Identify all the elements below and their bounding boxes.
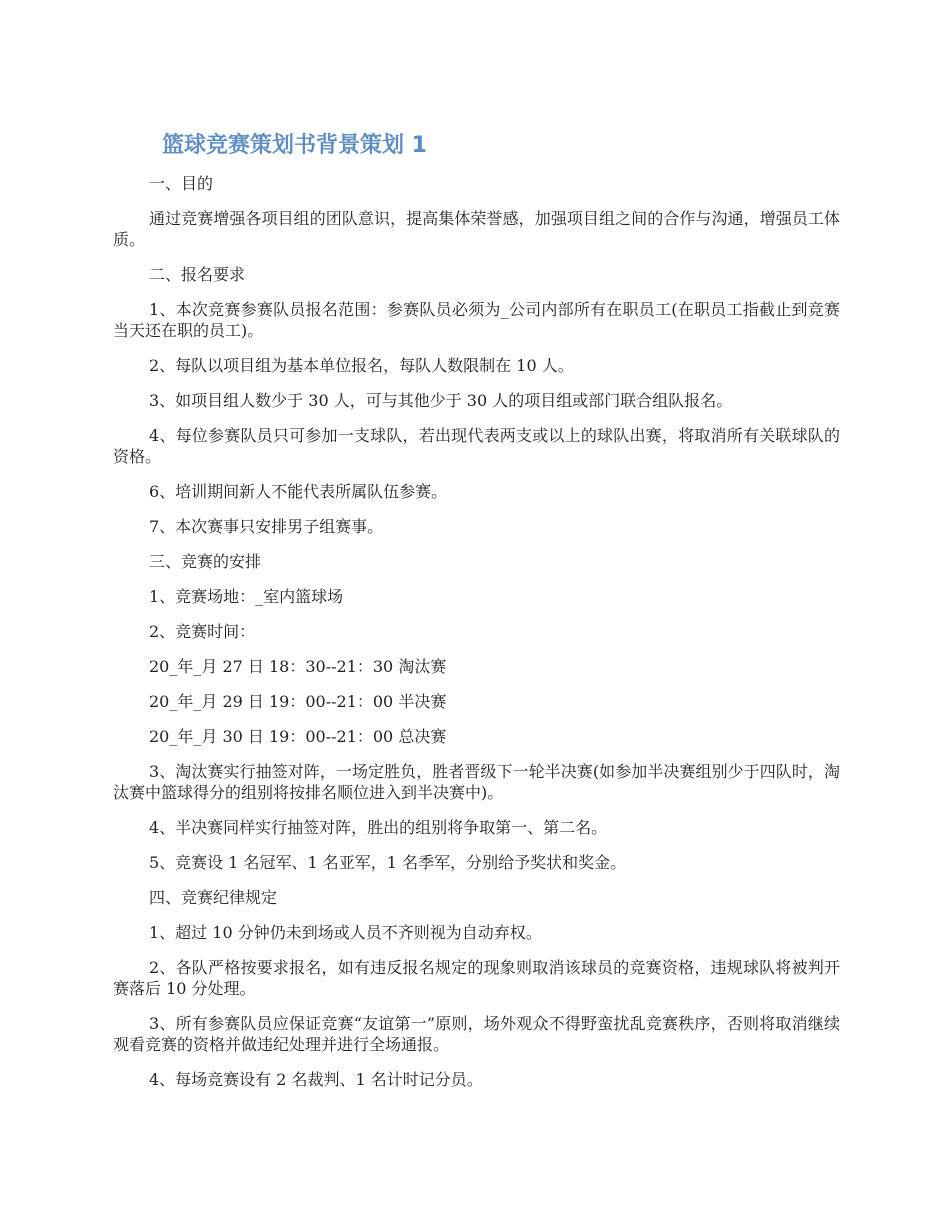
paragraph: 4、半决赛同样实行抽签对阵，胜出的组别将争取第一、第二名。 bbox=[149, 818, 608, 837]
section-heading: 一、目的 bbox=[149, 174, 214, 193]
paragraph: 4、每位参赛队员只可参加一支球队，若出现代表两支或以上的球队出赛，将取消所有关联球队的资格。 bbox=[113, 426, 840, 466]
schedule-line: 20_年_月 29 日 19：00--21：00 半决赛 bbox=[149, 692, 447, 711]
paragraph: 3、如项目组人数少于 30 人，可与其他少于 30 人的项目组或部门联合组队报名。 bbox=[149, 391, 733, 410]
paragraph: 2、竞赛时间： bbox=[149, 622, 256, 641]
paragraph: 7、本次赛事只安排男子组赛事。 bbox=[149, 517, 384, 536]
document-title: 篮球竞赛策划书背景策划 1 bbox=[162, 133, 427, 158]
paragraph: 1、本次竞赛参赛队员报名范围：参赛队员必须为_公司内部所有在职员工(在职员工指截止到竞赛当天还在职的员工)。 bbox=[113, 300, 840, 340]
paragraph: 5、竞赛设 1 名冠军、1 名亚军，1 名季军，分别给予奖状和奖金。 bbox=[149, 853, 627, 872]
paragraph: 6、培训期间新人不能代表所属队伍参赛。 bbox=[149, 482, 448, 501]
section-heading: 四、竞赛纪律规定 bbox=[149, 888, 278, 907]
paragraph: 2、各队严格按要求报名，如有违反报名规定的现象则取消该球员的竞赛资格，违规球队将被判开赛落后 10 分处理。 bbox=[113, 958, 840, 998]
section-heading: 二、报名要求 bbox=[149, 265, 246, 284]
schedule-line: 20_年_月 27 日 18：30--21：30 淘汰赛 bbox=[149, 657, 447, 676]
section-heading: 三、竞赛的安排 bbox=[149, 552, 262, 571]
paragraph: 1、超过 10 分钟仍未到场或人员不齐则视为自动弃权。 bbox=[149, 923, 542, 942]
paragraph: 3、淘汰赛实行抽签对阵，一场定胜负，胜者晋级下一轮半决赛(如参加半决赛组别少于四队时，淘汰赛中篮球得分的组别将按排名顺位进入到半决赛中)。 bbox=[113, 762, 840, 802]
paragraph: 2、每队以项目组为基本单位报名，每队人数限制在 10 人。 bbox=[149, 356, 574, 375]
paragraph: 通过竞赛增强各项目组的团队意识，提高集体荣誉感，加强项目组之间的合作与沟通，增强员工体质。 bbox=[113, 209, 840, 249]
paragraph: 4、每场竞赛设有 2 名裁判、1 名计时记分员。 bbox=[149, 1070, 483, 1089]
paragraph: 3、所有参赛队员应保证竞赛“友谊第一”原则，场外观众不得野蛮扰乱竞赛秩序，否则将取消继续观看竞赛的资格并做违纪处理并进行全场通报。 bbox=[113, 1014, 840, 1054]
paragraph: 1、竞赛场地：_室内篮球场 bbox=[149, 587, 344, 606]
schedule-line: 20_年_月 30 日 19：00--21：00 总决赛 bbox=[149, 727, 447, 746]
document-body bbox=[113, 173, 840, 1104]
